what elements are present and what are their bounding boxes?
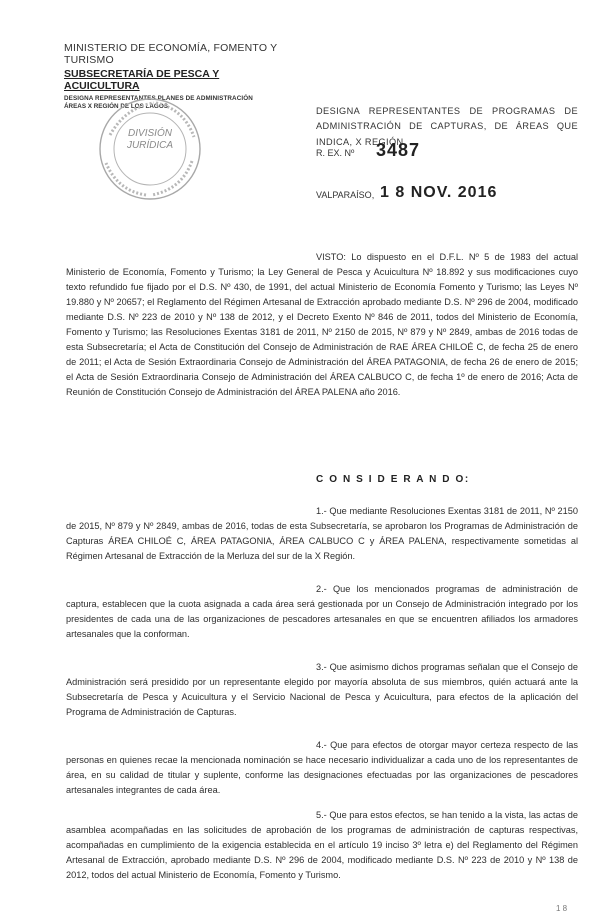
resolution-number-label: R. EX. Nº xyxy=(316,148,355,158)
stamp-label xyxy=(114,128,186,152)
visto-paragraph: VISTO: Lo dispuesto en el D.F.L. Nº 5 de 1983 del actual Ministerio de Economía, Fomento y Turismo; la Ley General de Pesca y Acuicultura Nº 18.892 y sus modificaciones cuyo texto refundido fue fijado por el D.S. Nº 430, de 1991, del actual Ministerio de Economía Fomento y Turismo; las Leyes Nº 19.880 y Nº 20657; el Reglamento del Régimen Artesanal de Extracción aprobado mediante D.S. Nº 296 de 2004, modificado mediante D.S. Nº 223 de 2010 y Nº 138 de 2012, y el Decreto Exento Nº 846 de 2011, todos del Ministerio de Economía, Fomento y Turismo; las Resoluciones Exentas 3181 de 2011, Nº 2150 de 2015, Nº 879 y Nº 2849, ambas de 2016 todas de esta Subsecretaría; el Acta de Constitución del Consejo de Administración de RAE ÁREA CHILOÉ C, de fecha 25 de enero de 2011; el Acta de Sesión Extraordinaria Consejo de Administración del ÁREA PATAGONIA, de fecha 26 de enero de 2015; el Acta de Sesión Extraordinaria Consejo de Administración del ÁREA CALBUCO C, de fecha 1º de enero de 2016; Acta de Reunión de Constitución Consejo de Administración del ÁREA PALENA año 2016. xyxy=(66,252,578,397)
subsecretaria-name: SUBSECRETARÍA DE PESCA Y ACUICULTURA xyxy=(64,68,220,92)
page-corner-mark: 1 8 xyxy=(556,904,568,913)
header-subject-line: DESIGNA REPRESENTANTES PLANES DE ADMINISTRACIÓN xyxy=(64,95,253,102)
resolution-subject: DESIGNA REPRESENTANTES DE PROGRAMAS DE ADMINISTRACIÓN DE CAPTURAS, DE ÁREAS QUE INDICA, X REGIÓN. xyxy=(316,106,578,147)
stamp-line-1: DIVISIÓN xyxy=(128,128,172,139)
considerando-paragraph-1: 1.- Que mediante Resoluciones Exentas 3181 de 2011, Nº 2150 de 2015, Nº 879 y Nº 2849, ambas de 2016, todas de esta Subsecretaría, se aprobaron los Programas de Administración de Capturas ÁREA CHILOÉ C, ÁREA PATAGONIA, ÁREA CALBUCO C y ÁREA PALENA, respectivamente sometidas al Régimen Artesanal de Extracción de la Merluza del sur de la X Región. xyxy=(66,506,578,561)
considerando-paragraph-5: 5.- Que para estos efectos, se han tenido a la vista, las actas de asamblea acompañadas en las solicitudes de aprobación de los programas de administración de capturas respectivas, acompañadas en cumplimiento de la exigencia establecida en el artículo 19 inciso 3º letra e) del Reglamento del Régimen Artesanal de Extracción, aprobado mediante D.S. Nº 296 de 2004, modificado mediante D.S. Nº 223 de 2010 y Nº 138 de 2012, todos del actual Ministerio de Economía, Fomento y Turismo. xyxy=(66,810,578,880)
ministry-name: MINISTERIO DE ECONOMÍA, FOMENTO Y TURISMO xyxy=(64,42,278,66)
stamp-line-2: JURÍDICA xyxy=(126,140,174,151)
considerando-paragraph-4: 4.- Que para efectos de otorgar mayor certeza respecto de las personas en quienes recae la mencionada nominación se hace necesario individualizar a cada uno de los representantes de área, en su calidad de titular y suplente, conforme las designaciones efectuadas por las organizaciones de pescadores artesanales integrantes de cada área. xyxy=(66,740,578,795)
resolution-date: 1 8 NOV. 2016 xyxy=(380,184,498,201)
city-label: VALPARAÍSO, xyxy=(316,190,375,200)
considerando-paragraph-2: 2.- Que los mencionados programas de administración de captura, establecen que la cuota asignada a cada área será gestionada por un Consejo de Administración integrado por los presidentes de cada una de las organizaciones de pescadores artesanales en que se encuentren afiliados los armadores artesanales que la conforman. xyxy=(66,584,578,639)
resolution-number: 3487 xyxy=(376,140,421,160)
considerando-heading: C O N S I D E R A N D O: xyxy=(316,474,470,485)
header-region-line: ÁREAS X REGIÓN DE LOS LAGOS xyxy=(64,103,168,110)
considerando-paragraph-3: 3.- Que asimismo dichos programas señalan que el Consejo de Administración será presidido por un representante elegido por mayoría absoluta de sus miembros, quién actuará ante la Subsecretaría de Pesca y Acuicultura y el Servicio Nacional de Pesca y Acuicultura, para efectos de la aplicación del Programa de Administración de Capturas. xyxy=(66,662,578,717)
